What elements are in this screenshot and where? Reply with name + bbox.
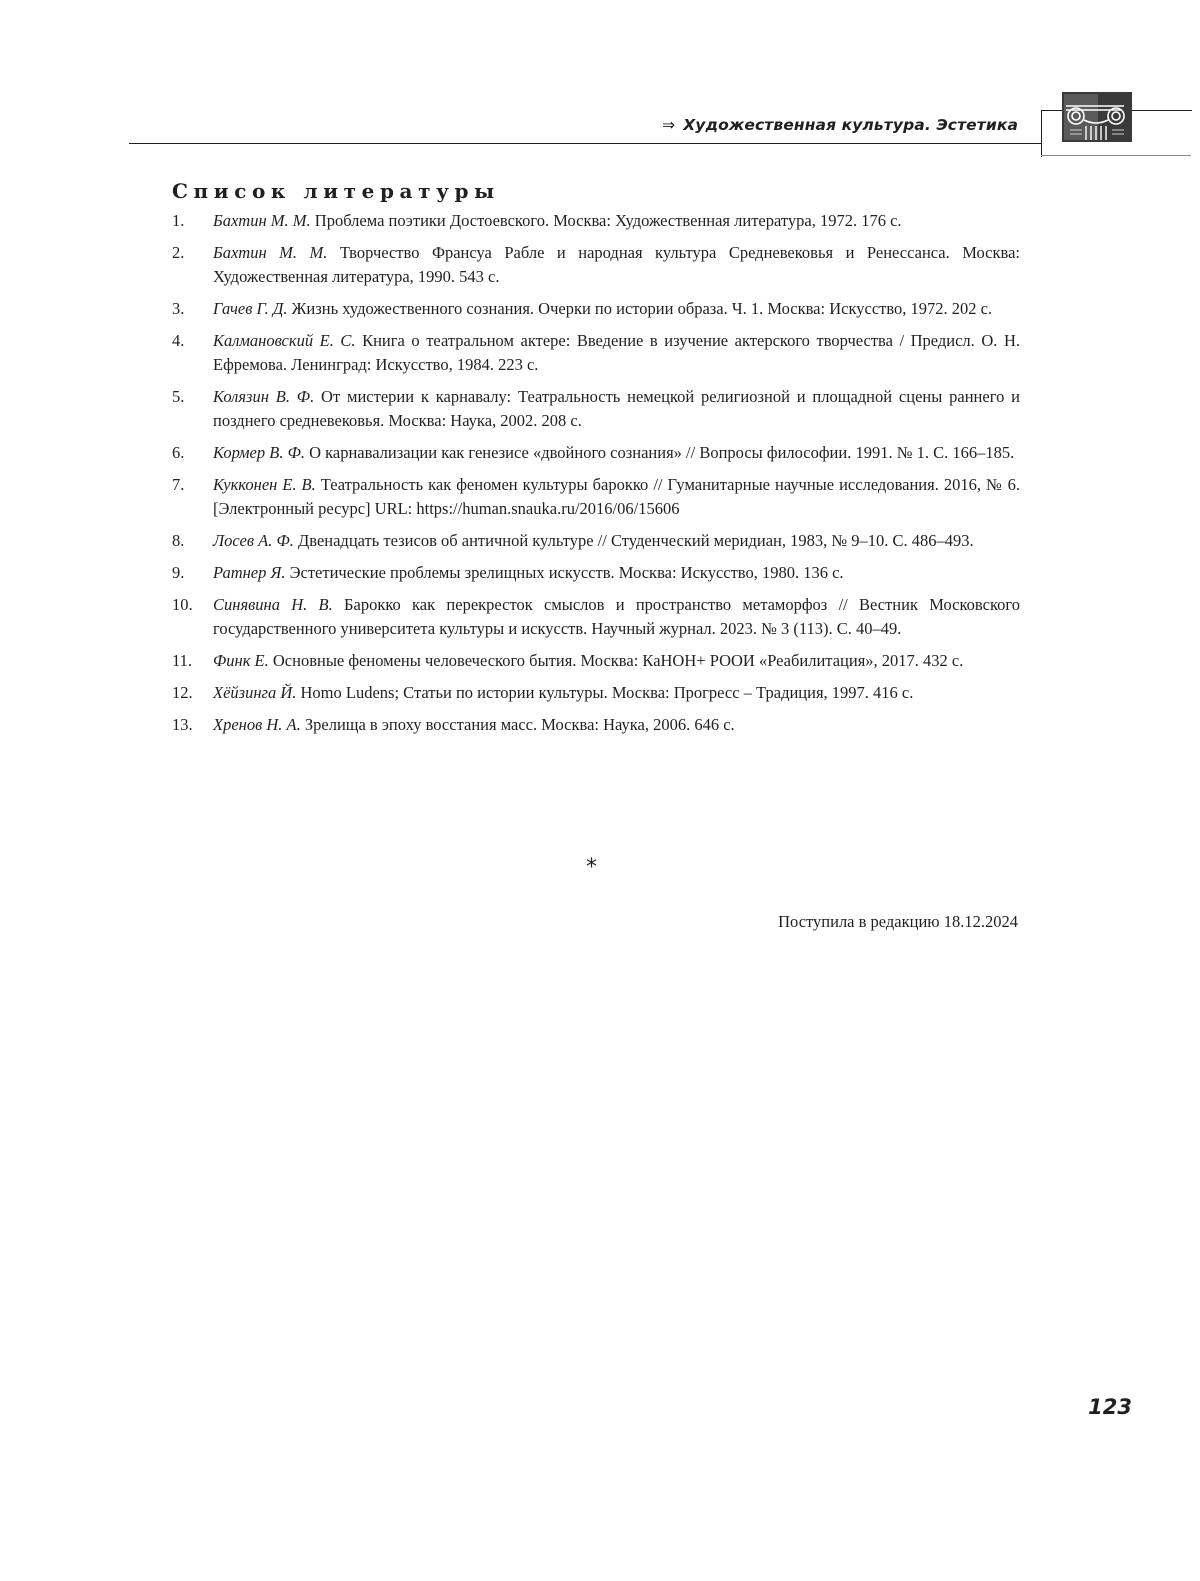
reference-text: От мистерии к карнавалу: Театральность немецкой религиозной и площадной сцены раннего и позднего средневековья. Москва: Наука, 2002. 208 с. — [213, 387, 1020, 430]
reference-item — [172, 473, 1020, 521]
reference-number: 11. — [172, 651, 193, 670]
section-separator: * — [586, 855, 597, 880]
reference-item — [172, 297, 1020, 321]
reference-author: Кукконен Е. В. — [213, 475, 316, 494]
reference-item — [172, 681, 1020, 705]
header-title-text: Художественная культура. Эстетика — [683, 116, 1018, 134]
reference-number: 9. — [172, 563, 185, 582]
reference-number: 8. — [172, 531, 185, 550]
reference-number: 6. — [172, 443, 185, 462]
reference-item — [172, 241, 1020, 289]
reference-number: 3. — [172, 299, 185, 318]
reference-number: 10. — [172, 595, 193, 614]
reference-text: Книга о театральном актере: Введение в изучение актерского творчества / Предисл. О. Н. Ефремова. Ленинград: Искусство, 1984. 223 с. — [213, 331, 1020, 374]
reference-author: Финк Е. — [213, 651, 269, 670]
reference-author: Бахтин М. М. — [213, 211, 311, 230]
running-header-title — [662, 116, 1018, 134]
reference-text: Театральность как феномен культуры барокко // Гуманитарные научные исследования. 2016, № 6. [Электронный ресурс] URL: https://human.snauka.ru/2016/06/15606 — [213, 475, 1021, 518]
page-number: 123 — [1088, 1395, 1132, 1419]
reference-item — [172, 209, 1020, 233]
reference-number: 1. — [172, 211, 185, 230]
reference-item — [172, 593, 1020, 641]
reference-author: Ратнер Я. — [213, 563, 286, 582]
reference-number: 5. — [172, 387, 185, 406]
reference-number: 2. — [172, 243, 185, 262]
reference-text: Зрелища в эпоху восстания масс. Москва: Наука, 2006. 646 с. — [300, 715, 735, 734]
reference-author: Бахтин М. М. — [213, 243, 328, 262]
reference-item — [172, 529, 1020, 553]
reference-item — [172, 385, 1020, 433]
reference-item — [172, 713, 1020, 737]
reference-author: Хренов Н. А. — [213, 715, 301, 734]
reference-number: 4. — [172, 331, 185, 350]
reference-author: Кормер В. Ф. — [213, 443, 305, 462]
reference-item — [172, 561, 1020, 585]
reference-text: Homo Ludens; Статьи по истории культуры. Москва: Прогресс – Традиция, 1997. 416 с. — [296, 683, 914, 702]
header-corner-underline — [1041, 155, 1191, 156]
received-date: Поступила в редакцию 18.12.2024 — [778, 912, 1018, 931]
reference-author: Хёйзинга Й. — [213, 683, 297, 702]
section-title: Список литературы — [172, 179, 500, 203]
reference-number: 7. — [172, 475, 185, 494]
ionic-capital-icon — [1062, 92, 1132, 142]
reference-author: Калмановский Е. С. — [213, 331, 356, 350]
reference-item — [172, 441, 1020, 465]
reference-item — [172, 329, 1020, 377]
reference-author: Лосев А. Ф. — [213, 531, 294, 550]
reference-number: 13. — [172, 715, 193, 734]
reference-text: Эстетические проблемы зрелищных искусств. Москва: Искусство, 1980. 136 с. — [285, 563, 844, 582]
reference-text: Основные феномены человеческого бытия. Москва: КаНОН+ РООИ «Реабилитация», 2017. 432 с. — [268, 651, 964, 670]
reference-number: 12. — [172, 683, 193, 702]
reference-text: Творчество Франсуа Рабле и народная культура Средневековья и Ренессанса. Москва: Художественная литература, 1990. 543 с. — [213, 243, 1020, 286]
reference-text: Двенадцать тезисов об античной культуре // Студенческий меридиан, 1983, № 9–10. С. 486–493. — [293, 531, 974, 550]
reference-author: Колязин В. Ф. — [213, 387, 315, 406]
reference-text: Жизнь художественного сознания. Очерки по истории образа. Ч. 1. Москва: Искусство, 1972. 202 с. — [287, 299, 993, 318]
header-rule — [129, 143, 1041, 144]
reference-text: Проблема поэтики Достоевского. Москва: Художественная литература, 1972. 176 с. — [310, 211, 902, 230]
reference-item — [172, 649, 1020, 673]
reference-text: О карнавализации как генезисе «двойного сознания» // Вопросы философии. 1991. № 1. С. 166–185. — [304, 443, 1015, 462]
reference-author: Гачев Г. Д. — [213, 299, 288, 318]
arrow-right-icon: ⇒ — [662, 116, 676, 134]
references-list — [172, 209, 1020, 745]
reference-text: Барокко как перекресток смыслов и пространство метаморфоз // Вестник Московского государственного университета культуры и искусств. Научный журнал. 2023. № 3 (113). С. 40–49. — [213, 595, 1020, 638]
reference-author: Синявина Н. В. — [213, 595, 333, 614]
